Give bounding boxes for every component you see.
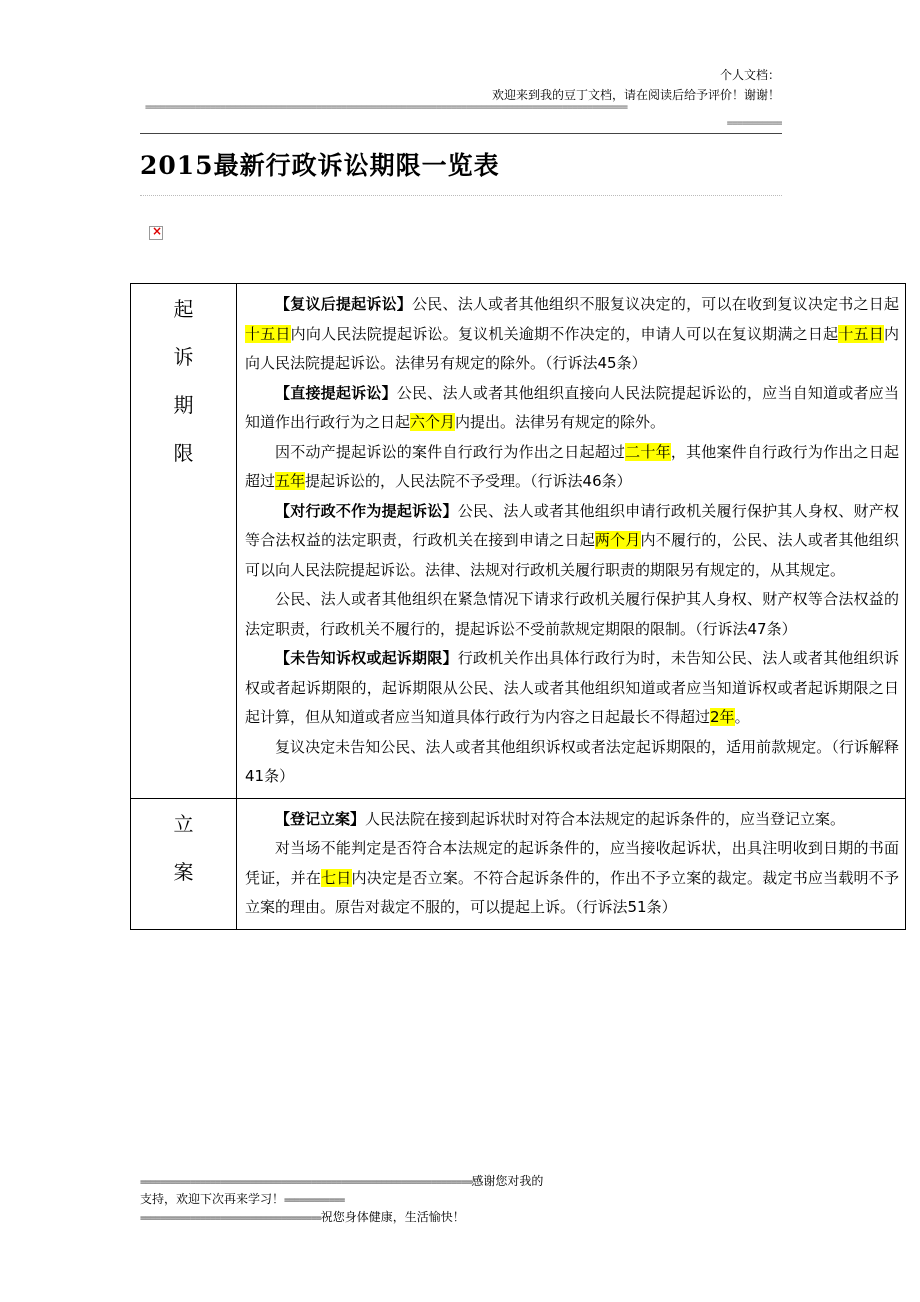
rule-paragraph: [245, 733, 899, 792]
rule-paragraph: [245, 290, 899, 379]
rule-text: 公民、法人或者其他组织不服复议决定的，可以在收到复议决定书之日起: [412, 295, 899, 313]
rule-paragraph: [245, 438, 899, 497]
header-rule: [140, 133, 782, 134]
rule-text: ，其他案件自行政行为作出之日起超过: [245, 442, 899, 490]
footer-separator: ==================================================================: [140, 1177, 472, 1188]
section-label: [131, 798, 237, 929]
header-doc-label: 个人文档：: [719, 68, 780, 82]
rule-text: 公民、法人或者其他组织在紧急情况下请求行政机关履行保护其人身权、财产权等合法权益的法定职责，行政机关不履行的，提起诉讼不受前款规定期限的限制。（行诉法47条）: [245, 590, 899, 638]
rule-text: 内不履行的，公民、法人或者其他组织可以向人民法院提起诉讼。法律、法规对行政机关履行职责的期限另有规定的，从其规定。: [245, 531, 899, 579]
highlighted-deadline: 两个月: [594, 531, 641, 549]
header-separator: ================================================================================================: [145, 104, 627, 112]
highlighted-deadline: 十五日: [838, 324, 884, 343]
rule-block: [245, 805, 899, 923]
footer-separator: ============: [284, 1195, 345, 1206]
section-label-char: 立: [173, 811, 194, 836]
rule-text: 内决定是否立案。不符合起诉条件的，作出不予立案的裁定。裁定书应当载明不予立案的理由。原告对裁定不服的，可以提起上诉。（行诉法51条）: [245, 868, 899, 916]
rule-text: 公民、法人或者其他组织直接向人民法院提起诉讼的，应当自知道或者应当知道作出行政行为之日起: [245, 383, 899, 431]
section-content: [237, 284, 906, 799]
highlighted-deadline: 十五日: [245, 324, 291, 343]
highlighted-deadline: 六个月: [410, 413, 456, 431]
rule-text: 。: [734, 708, 750, 726]
header-welcome-text: 欢迎来到我的豆丁文档，请在阅读后给予评价！谢谢！: [491, 88, 780, 102]
section-label-char: 案: [173, 859, 194, 884]
section-label-char: 诉: [173, 345, 194, 369]
section-label-char: 起: [173, 297, 194, 321]
rule-block: [245, 290, 899, 379]
section-label-char: 期: [173, 393, 194, 417]
footer-support-text: 支持，欢迎下次再来学习！: [140, 1192, 285, 1206]
footer-thanks-text: 感谢您对我的: [471, 1174, 544, 1188]
footer-wish-text: 祝您身体健康，生活愉快！: [320, 1210, 465, 1224]
rule-heading: 【对行政不作为提起诉讼】: [275, 501, 458, 520]
rule-heading: 【未告知诉权或起诉期限】: [275, 649, 458, 667]
rule-heading: 【登记立案】: [275, 809, 366, 828]
rule-paragraph: [245, 379, 899, 438]
footer-line-3: [140, 1208, 465, 1225]
rule-text: 人民法院在接到起诉状时对符合本法规定的起诉条件的，应当登记立案。: [365, 809, 846, 828]
rule-text: 内提出。法律另有规定的除外。: [455, 413, 666, 431]
rule-paragraph: [245, 834, 899, 923]
rule-paragraph: [245, 805, 899, 835]
rule-text: 公民、法人或者其他组织申请行政机关履行保护其人身权、财产权等合法权益的法定职责，行政机关在接到申请之日起: [245, 501, 899, 549]
rule-text: 因不动产提起诉讼的案件自行政行为作出之日起超过: [275, 442, 626, 461]
rule-block: [245, 733, 899, 792]
rule-text: 内向人民法院提起诉讼。法律另有规定的除外。（行诉法45条）: [245, 324, 899, 372]
rule-text: 提起诉讼的，人民法院不予受理。（行诉法46条）: [305, 472, 632, 490]
rule-paragraph: [245, 497, 899, 586]
title-dotted-rule: [140, 195, 782, 196]
highlighted-deadline: 2年: [710, 708, 735, 726]
rule-block: [245, 379, 899, 497]
rule-text: 行政机关作出具体行政行为时，未告知公民、法人或者其他组织诉权或者起诉期限的，起诉期限从公民、法人或者其他组织知道或者应当知道诉权或者起诉期限之日起计算，但从知道或者应当知道具体行政行为内容之日起最长不得超过: [245, 649, 899, 726]
rule-paragraph: [245, 644, 899, 733]
section-content: [237, 798, 906, 929]
rule-block: [245, 497, 899, 645]
broken-image-icon: ×: [149, 226, 163, 240]
rule-heading: 【复议后提起诉讼】: [275, 295, 413, 313]
table-row: [131, 284, 906, 799]
footer-line-1: [140, 1172, 543, 1189]
rule-text: 内向人民法院提起诉讼。复议机关逾期不作决定的，申请人可以在复议期满之日起: [290, 324, 839, 343]
section-label-char: 限: [173, 441, 194, 465]
rule-block: [245, 644, 899, 733]
highlighted-deadline: 五年: [275, 472, 306, 490]
rule-heading: 【直接提起诉讼】: [275, 383, 397, 402]
page-title: 2015最新行政诉讼期限一览表: [140, 151, 500, 180]
footer-separator: ====================================: [140, 1213, 321, 1224]
deadline-table: [130, 283, 906, 930]
section-label: [131, 284, 237, 799]
header-separator-tail: ===========: [726, 120, 782, 128]
rule-paragraph: [245, 585, 899, 644]
footer-line-2: [140, 1190, 344, 1207]
rule-text: 对当场不能判定是否符合本法规定的起诉条件的，应当接收起诉状，出具注明收到日期的书面凭证，并在: [245, 839, 899, 887]
highlighted-deadline: 二十年: [625, 442, 671, 461]
highlighted-deadline: 七日: [321, 868, 352, 887]
table-row: [131, 798, 906, 929]
rule-text: 复议决定未告知公民、法人或者其他组织诉权或者法定起诉期限的，适用前款规定。（行诉解释41条）: [245, 737, 899, 785]
